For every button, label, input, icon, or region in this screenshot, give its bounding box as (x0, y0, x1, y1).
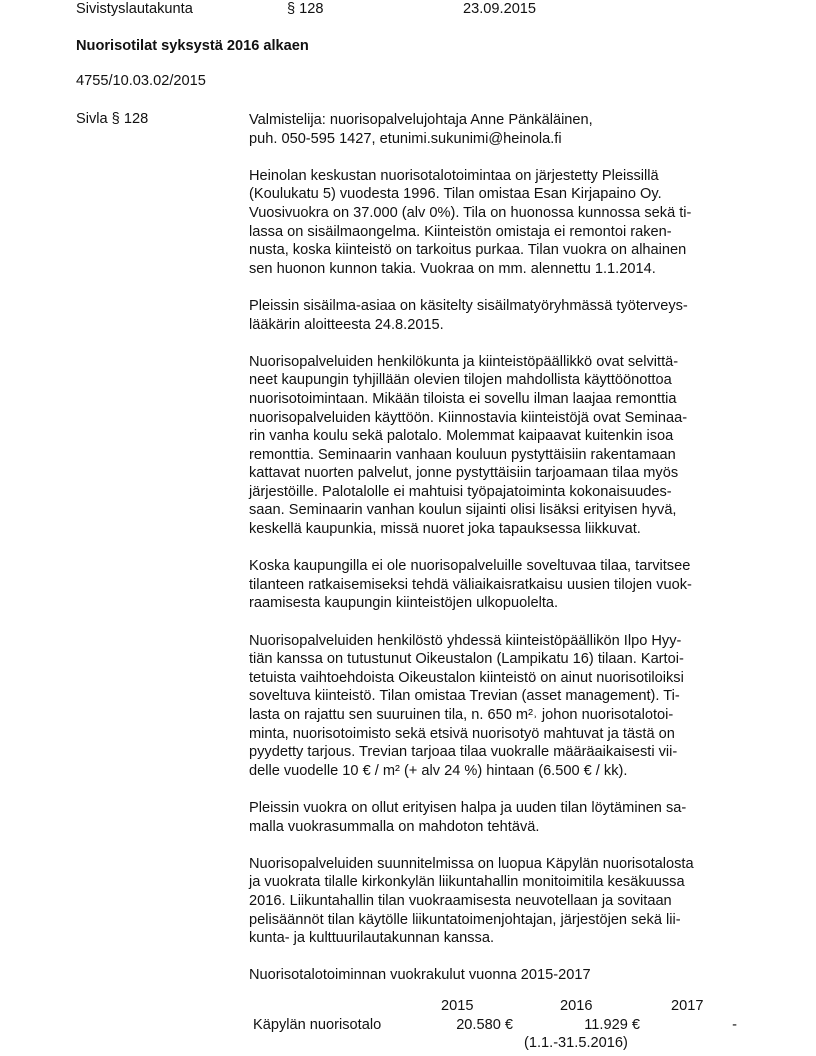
text-line: kunta- ja kulttuurilautakunnan kanssa. (249, 930, 495, 947)
meeting-date: 23.09.2015 (463, 1, 537, 17)
text-line: tilanteen ratkaisemiseksi tehdä väliaikaisratkaisu uusien tilojen vuok- (249, 576, 692, 593)
text-line: sen huonon kunnon takia. Vuokraa on mm. alennettu 1.1.2014. (249, 260, 656, 277)
text-line: saan. Seminaarin vanhan koulun sijainti olisi lisäksi erityisen hyvä, (249, 502, 677, 519)
text-line: Koska kaupungilla ei ole nuorisopalveluille soveltuvaa tilaa, tarvitsee (249, 558, 691, 575)
preparer-line: Valmistelija: nuorisopalvelujohtaja Anne Pänkäläinen, (249, 112, 593, 128)
text-line: kattavat nuorten palvelut, jonne pystyttäisiin tarjoamaan tilaa myös (249, 465, 679, 482)
text-line: malla vuokrasummalla on mahdoton tehtävä. (249, 818, 540, 835)
text-line: rin vanha koulu sekä palotalo. Molemmat kaipaavat kuitenkin isoa (249, 428, 674, 445)
section-number: § 128 (287, 1, 324, 17)
paragraph-indoor-air (249, 297, 729, 334)
document-title: Nuorisotilat syksystä 2016 alkaen (76, 38, 309, 54)
text-line: pelisäännöt tilan käytölle liikuntatoimenjohtajan, järjestöjen sekä lii- (249, 911, 681, 928)
text-line: Nuorisotalotoiminnan vuokrakulut vuonna 2015-2017 (249, 967, 591, 984)
text-line: lassa on sisäilmaongelma. Kiinteistön omistaja ei remontoi raken- (249, 223, 672, 240)
text-line: tetuista vaihtoehdoista Oikeustalon kiinteistö on ainut nuorisotiloiksi (249, 669, 684, 686)
paragraph-empty-premises (249, 353, 729, 539)
column-header-2017: 2017 (671, 998, 704, 1014)
text-line: nuorisopalveluiden käyttöön. Kiinnostavia kiinteistöjä ovat Seminaa- (249, 409, 688, 426)
text-line: järjestöille. Palotalolle ei mahtuisi työpajatoiminta kokonaisuudes- (249, 483, 672, 500)
text-line: Nuorisopalveluiden henkilökunta ja kiinteistöpäällikkö ovat selvittä- (249, 353, 679, 370)
column-header-2015: 2015 (441, 998, 474, 1014)
value-2015: 20.580 € (456, 1017, 513, 1033)
preparer-info (249, 111, 729, 148)
value-2016: 11.929 € (584, 1017, 640, 1033)
value-2016-period-note: (1.1.-31.5.2016) (524, 1035, 628, 1051)
text-line: minta, nuorisotoimisto sekä etsivä nuorisotyö mahtuvat ja tästä on (249, 725, 675, 742)
text-line: tiän kanssa on tutustunut Oikeustalon (Lampikatu 16) tilaan. Kartoi- (249, 651, 684, 668)
text-line: lasta on rajattu sen suuruinen tila, n. 650 m²˒ johon nuorisotalotoi- (249, 707, 674, 723)
text-line: (Koulukatu 5) vuodesta 1996. Tilan omistaa Esan Kirjapaino Oy. (249, 186, 662, 203)
text-line: nusta, koska kiinteistö on tarkoitus purkaa. Tilan vuokra on alhainen (249, 242, 687, 259)
case-number: 4755/10.03.02/2015 (76, 73, 206, 89)
text-line: lääkärin aloitteesta 24.8.2015. (249, 316, 444, 333)
committee-name: Sivistyslautakunta (76, 1, 193, 17)
value-2017: - (732, 1017, 737, 1033)
text-line: keskellä kaupunkia, missä nuoret joka tapauksessa liikkuvat. (249, 521, 641, 538)
text-line: 2016. Liikuntahallin tilan vuokraamisesta neuvotellaan ja sovitaan (249, 892, 672, 909)
paragraph-temporary-solution (249, 557, 729, 613)
paragraph-pleissi-background (249, 167, 729, 279)
body-text (249, 111, 729, 1004)
paragraph-kapyla-plan (249, 855, 729, 948)
text-line: Vuosivuokra on 37.000 (alv 0%). Tila on huonossa kunnossa sekä ti- (249, 204, 692, 221)
text-line: soveltuva kiinteistö. Tilan omistaa Trevian (asset management). Ti- (249, 688, 680, 705)
text-line: Pleissin vuokra on ollut erityisen halpa ja uuden tilan löytäminen sa- (249, 799, 687, 816)
text-line: Pleissin sisäilma-asiaa on käsitelty sisäilmatyöryhmässä työterveys- (249, 297, 688, 314)
item-label: Sivla § 128 (76, 111, 149, 127)
text-line: ja vuokrata tilalle kirkonkylän liikuntahallin monitoimitila kesäkuussa (249, 874, 685, 891)
text-line: neet kaupungin tyhjillään olevien tilojen mahdollista käyttöönottoa (249, 372, 672, 389)
text-line: nuorisotoimintaan. Mikään tiloista ei sovellu ilman laajaa remonttia (249, 390, 677, 407)
preparer-contact: puh. 050-595 1427, etunimi.sukunimi@heinola.fi (249, 130, 562, 147)
text-line: raamisesta kaupungin kiinteistöjen ulkopuolelta. (249, 595, 559, 612)
paragraph-oikeustalo (249, 632, 729, 781)
paragraph-rent-comparison (249, 799, 729, 836)
row-label: Käpylän nuorisotalo (253, 1017, 382, 1033)
text-line: remonttia. Seminaarin vanhaan kouluun pystyttäisiin rakentamaan (249, 446, 676, 463)
text-line: Nuorisopalveluiden suunnitelmissa on luopua Käpylän nuorisotalosta (249, 855, 694, 872)
rent-table-caption (249, 966, 729, 985)
text-line: pyydetty tarjous. Trevian tarjoaa tilaa vuokralle määräaikaisesti vii- (249, 744, 678, 761)
text-line: Heinolan keskustan nuorisotalotoimintaa on järjestetty Pleissillä (249, 167, 659, 184)
text-line: delle vuodelle 10 € / m² (+ alv 24 %) hintaan (6.500 € / kk). (249, 762, 628, 779)
text-line: Nuorisopalveluiden henkilöstö yhdessä kiinteistöpäällikön Ilpo Hyy- (249, 632, 682, 649)
column-header-2016: 2016 (560, 998, 593, 1014)
